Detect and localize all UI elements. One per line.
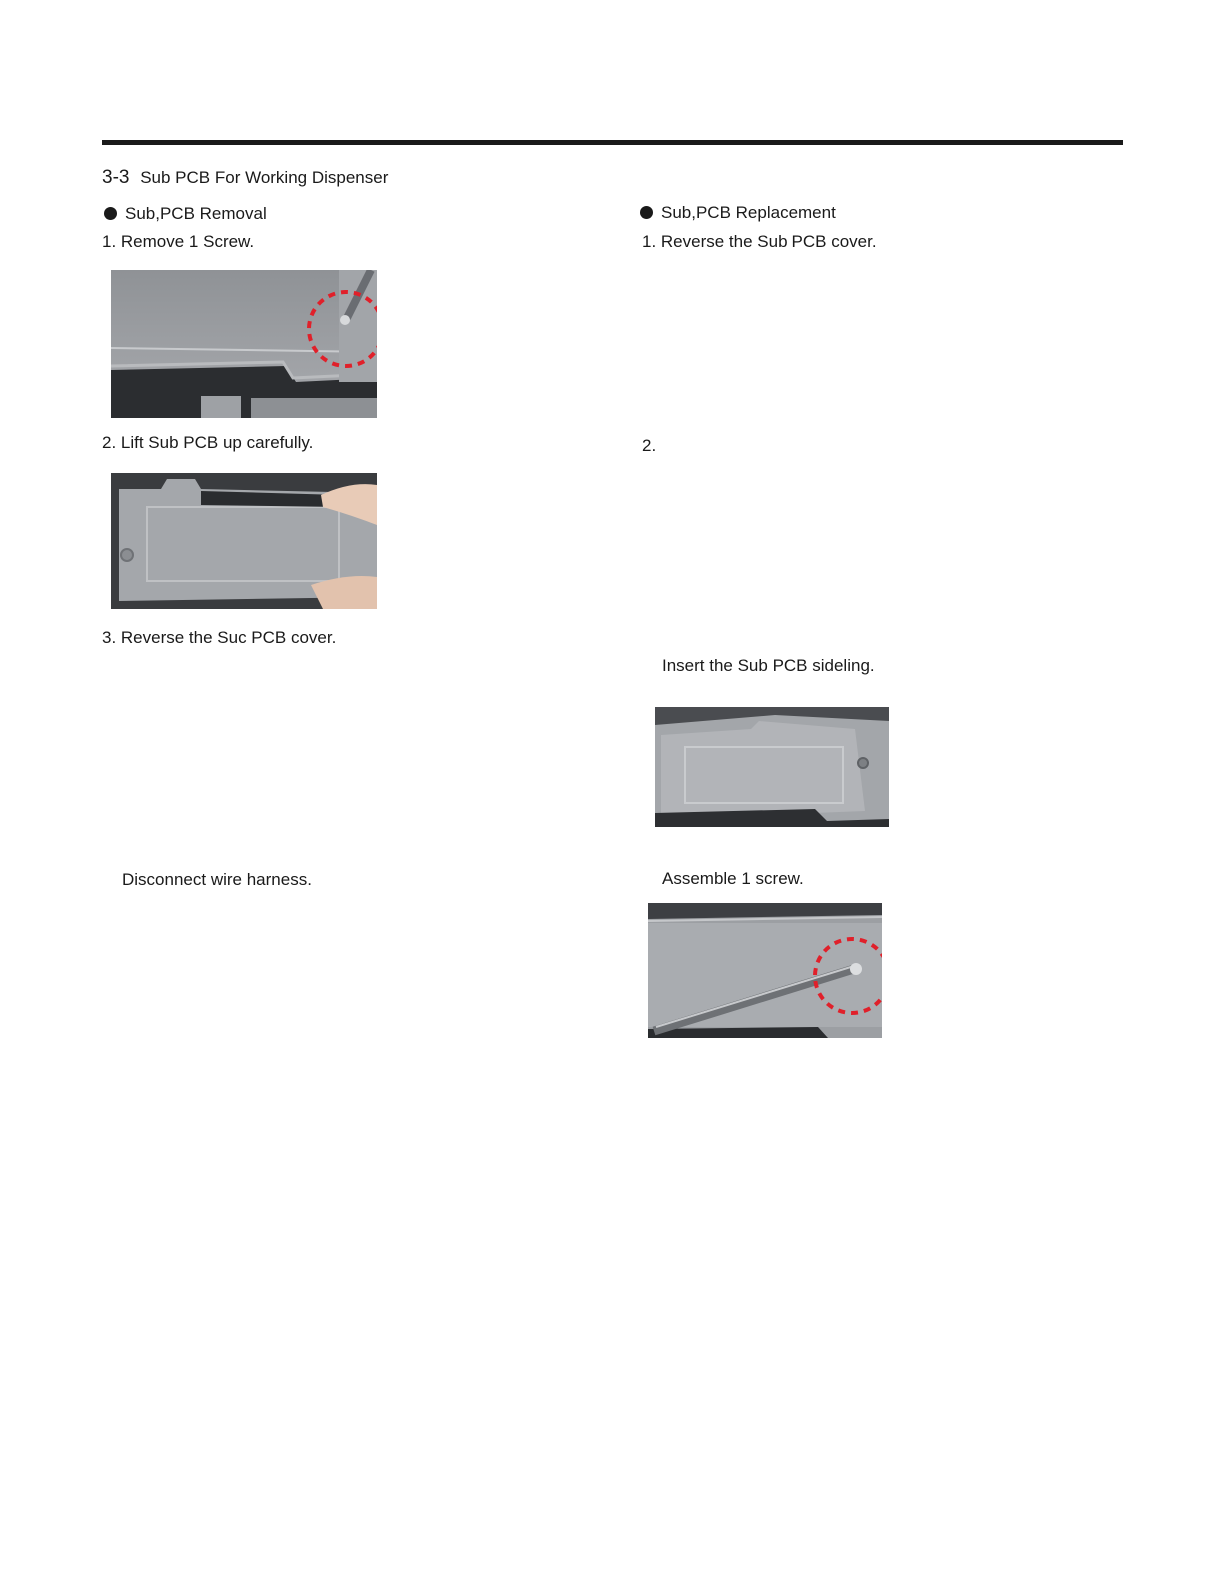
section-number: 3-3: [102, 167, 130, 188]
photo-lift-pcb: [111, 473, 377, 609]
bullet-icon: [104, 207, 117, 220]
removal-heading-label: Sub,PCB Removal: [125, 204, 267, 223]
photo-assemble-screw-image: [648, 903, 882, 1038]
replacement-heading: [640, 203, 836, 223]
photo-lift-pcb-image: [111, 473, 377, 609]
replacement-step-4: Assemble 1 screw.: [662, 869, 804, 888]
section-title-text: Sub PCB For Working Dispenser: [140, 168, 389, 187]
removal-step-1: 1. Remove 1 Screw.: [102, 232, 255, 251]
removal-step-4: Disconnect wire harness.: [122, 870, 312, 889]
photo-insert-pcb-image: [655, 707, 889, 827]
removal-heading: [104, 204, 267, 224]
bullet-icon: [640, 206, 653, 219]
photo-remove-screw: [111, 270, 377, 418]
removal-step-2: 2. Lift Sub PCB up carefully.: [102, 433, 314, 452]
photo-assemble-screw: [648, 903, 882, 1038]
section-title: [102, 168, 388, 188]
replacement-heading-label: Sub,PCB Replacement: [661, 203, 836, 222]
replacement-step-1-part-a: 1. Reverse the Sub: [642, 232, 788, 251]
header-rule: [102, 140, 1123, 145]
photo-insert-pcb: [655, 707, 889, 827]
photo-remove-screw-image: [111, 270, 377, 418]
replacement-step-1: [642, 232, 877, 252]
replacement-step-2: 2.: [642, 436, 657, 455]
replacement-step-3: Insert the Sub PCB sideling.: [662, 656, 875, 675]
replacement-step-1-part-b: PCB cover.: [791, 232, 877, 251]
removal-step-3: 3. Reverse the Suc PCB cover.: [102, 628, 337, 647]
